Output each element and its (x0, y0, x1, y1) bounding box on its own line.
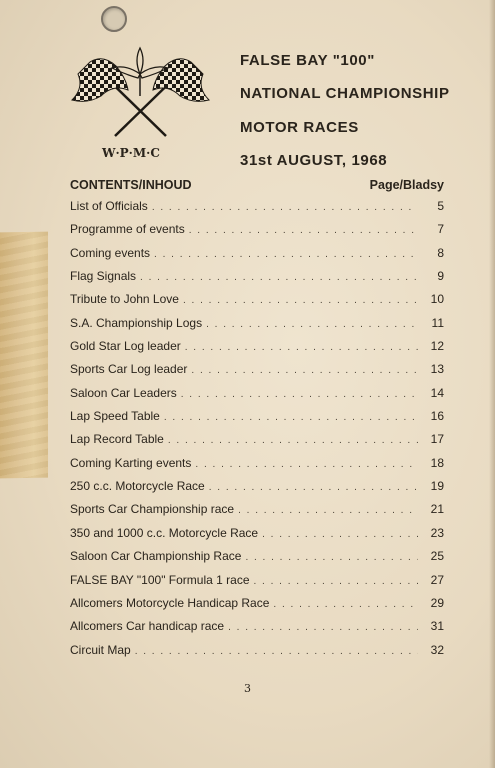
toc-entry-page: 7 (437, 222, 444, 237)
table-of-contents (70, 199, 444, 666)
toc-entry-page: 27 (430, 572, 444, 587)
toc-entry-page: 14 (430, 385, 444, 400)
toc-entry-title: 350 and 1000 c.c. Motorcycle Race (70, 525, 259, 540)
toc-entry-page: 17 (430, 432, 444, 447)
event-type: MOTOR RACES (240, 118, 359, 136)
toc-entry-page: 21 (430, 502, 444, 517)
toc-entry-title: Circuit Map (70, 642, 131, 657)
toc-entry-title: Saloon Car Leaders (70, 385, 177, 400)
toc-entry-page: 19 (430, 479, 444, 494)
toc-entry-page: 23 (430, 525, 444, 540)
contents-heading: CONTENTS/INHOUD (70, 178, 192, 192)
event-header (240, 44, 450, 177)
page-edge-shadow (489, 0, 495, 768)
toc-entry-title: 250 c.c. Motorcycle Race (70, 479, 205, 494)
toc-entry-title: FALSE BAY "100" Formula 1 race (70, 572, 250, 587)
toc-entry (70, 479, 444, 502)
toc-entry-page: 18 (430, 455, 444, 470)
toc-leader-dots (140, 272, 418, 283)
adhesive-tape (0, 232, 48, 479)
toc-entry-title: Programme of events (70, 222, 185, 237)
toc-leader-dots (262, 529, 418, 540)
toc-leader-dots (206, 319, 418, 330)
toc-entry (70, 409, 444, 432)
toc-entry-page: 10 (430, 292, 444, 307)
toc-entry (70, 386, 444, 409)
toc-entry-title: Tribute to John Love (70, 292, 179, 307)
toc-leader-dots (135, 646, 418, 657)
toc-entry-title: List of Officials (70, 199, 148, 213)
toc-leader-dots (181, 389, 418, 400)
toc-leader-dots (209, 482, 418, 493)
toc-entry-title: Saloon Car Championship Race (70, 549, 242, 564)
toc-leader-dots (152, 202, 418, 213)
toc-entry (70, 526, 444, 549)
toc-entry-title: Sports Car Log leader (70, 362, 188, 377)
toc-entry-title: Allcomers Motorcycle Handicap Race (70, 595, 270, 610)
toc-leader-dots (154, 249, 418, 260)
toc-entry-page: 9 (437, 269, 444, 284)
toc-entry-page: 5 (437, 199, 444, 213)
toc-entry-page: 31 (430, 619, 444, 634)
toc-entry-page: 11 (431, 315, 444, 330)
contents-header (70, 178, 444, 192)
toc-leader-dots (195, 459, 418, 470)
toc-leader-dots (273, 599, 418, 610)
toc-entry (70, 316, 444, 339)
toc-entry-title: S.A. Championship Logs (70, 315, 203, 330)
toc-entry-page: 32 (430, 642, 444, 657)
toc-entry (70, 549, 444, 572)
toc-entry (70, 269, 444, 292)
toc-leader-dots (189, 225, 418, 236)
toc-entry-title: Gold Star Log leader (70, 339, 181, 354)
toc-entry (70, 246, 444, 269)
toc-entry (70, 456, 444, 479)
page-number: 3 (244, 682, 251, 695)
toc-entry-title: Allcomers Car handicap race (70, 619, 225, 634)
toc-entry (70, 432, 444, 455)
toc-entry (70, 502, 444, 525)
toc-entry (70, 362, 444, 385)
event-title: FALSE BAY "100" (240, 52, 375, 69)
punch-hole (101, 6, 127, 32)
toc-entry-page: 25 (430, 549, 444, 564)
toc-entry-title: Lap Record Table (70, 432, 164, 447)
toc-leader-dots (185, 342, 418, 353)
toc-entry-page: 29 (430, 595, 444, 610)
toc-entry-page: 12 (430, 339, 444, 354)
toc-entry-page: 13 (430, 362, 444, 377)
toc-entry-title: Coming Karting events (70, 455, 192, 470)
toc-entry-title: Lap Speed Table (70, 409, 160, 424)
toc-entry-title: Coming events (70, 245, 151, 260)
toc-leader-dots (191, 365, 418, 376)
toc-entry (70, 643, 444, 666)
club-initials: W·P·M·C (102, 146, 160, 160)
checkered-flags-logo-icon (68, 44, 213, 144)
toc-leader-dots (245, 552, 418, 563)
toc-entry-page: 8 (437, 245, 444, 260)
event-date: 31st AUGUST, 1968 (240, 151, 388, 169)
toc-entry (70, 619, 444, 642)
event-subtitle: NATIONAL CHAMPIONSHIP (240, 85, 450, 103)
toc-entry-title: Sports Car Championship race (70, 502, 235, 517)
toc-entry (70, 199, 444, 222)
toc-entry (70, 339, 444, 362)
toc-leader-dots (254, 576, 419, 587)
toc-leader-dots (164, 412, 418, 423)
toc-leader-dots (238, 505, 418, 516)
toc-entry (70, 573, 444, 596)
toc-entry (70, 596, 444, 619)
toc-leader-dots (168, 435, 418, 446)
toc-entry-title: Flag Signals (70, 269, 137, 284)
page-column-heading: Page/Bladsy (369, 178, 444, 192)
toc-entry (70, 292, 444, 315)
toc-leader-dots (228, 622, 418, 633)
toc-entry-page: 16 (430, 409, 444, 424)
toc-entry (70, 222, 444, 245)
toc-leader-dots (183, 295, 418, 306)
